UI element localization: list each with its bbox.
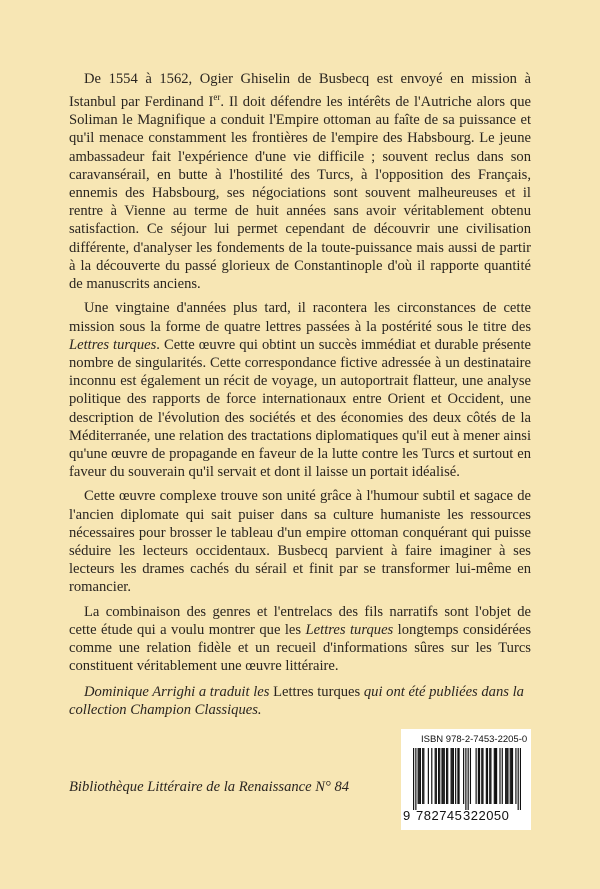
barcode-bar [482,748,483,804]
barcode-bar [422,748,423,804]
barcode-bar [512,748,513,804]
barcode-bar [479,748,480,804]
barcode-bar [502,748,503,804]
paragraph-2: Une vingtaine d'années plus tard, il racontera les circonstances de cette mission sous la forme de quatre lettres passées à la postérité sous le titre des Lettres turques. Cette œuvre qui obtint un succès immédiat et durable présente nombre de singularités. Cette correspondance fictive adressée à un destinataire inconnu est également un récit de voyage, un autoportrait flatteur, une analyse politique des rapports de force internationaux entre Orient et Occident, une description de l'évolution des sociétés et des économies des deux côtés de la Méditerranée, une relation des tractations diplomatiques qu'il eut à mener ainsi qu'une œuvre de propagande en faveur de la lutte contre les Turcs et surtout en faveur du souverain qu'il servait et dont il laisse un portait idéalisé. [69,300,531,481]
barcode-bar [518,748,519,810]
barcode-bar [458,748,459,804]
barcode-bar [470,748,471,804]
isbn-label: ISBN 978-2-7453-2205-0 [421,734,528,745]
barcode-bar [510,748,511,804]
book-title: Lettres turques [69,336,157,353]
barcode-bar [419,748,420,804]
barcode-bar [452,748,453,804]
paragraph-4: La combinaison des genres et l'entrelacs des fils narratifs sont l'objet de cette étude qui a voulu montrer que les Lettres turques longtemps considérées comme une relation fidèle et un recueil d'informations sûres sur les Turcs constituent véritablement une œuvre littéraire. [69,603,531,675]
translator-credit: Dominique Arrighi a traduit les Lettres turques qui ont été publiées dans la collection Champion Classiques. [69,684,524,719]
barcode-bar [431,748,432,804]
barcode-bar [453,748,454,804]
barcode-bar [447,748,448,804]
barcode-bar [499,748,500,804]
barcode-bar [455,748,456,804]
barcode-bar [487,748,488,804]
barcode-bar [481,748,482,804]
barcode-bar [468,748,469,810]
barcode-bars [413,748,521,810]
barcode-bar [486,748,487,804]
barcode-bar [495,748,496,804]
barcode-bar [496,748,497,804]
barcode-bar [506,748,507,804]
barcode-bar [436,748,437,804]
superscript-er: er [213,92,221,103]
barcode-bar [446,748,447,804]
barcode-bar [428,748,429,804]
back-cover-text [69,70,531,681]
barcode-bar [423,748,424,804]
barcode-bar [476,748,477,804]
barcode-bar [494,748,495,804]
barcode-bar [507,748,508,804]
barcode-bar [511,748,512,804]
series-title: Bibliothèque Littéraire de la Renaissance N° 84 [69,779,350,795]
barcode-bar [418,748,419,804]
barcode-bar [490,748,491,804]
barcode-bar [520,748,521,810]
barcode-bar [443,748,444,804]
paragraph-1: De 1554 à 1562, Ogier Ghiselin de Busbecq est envoyé en mission à Istanbul par Ferdinand Ier. Il doit défendre les intérêts de l'Autriche alors que Soliman le Magnifique a conduit l'Empire ottoman au faîte de sa puissance et qu'il menace constamment les frontières de l'empire des Habsbourg. Le jeune ambassadeur fait l'expérience d'une vie difficile ; souvent reclus dans son caravansérail, en butte à l'hostilité des Turcs, à l'opposition des Français, ennemis des Habsbourg, ses négociations sont souvent malheureuses et il rentre à Vienne au terme de huit années sans avoir véritablement obtenu satisfaction. Ce séjour lui permet cependant de découvrir une civilisation différente, d'analyser les fondements de la toute-puissance mais aussi de partir à la découverte du passé glorieux de Constantinople d'où il rapporte quantité de manuscrits anciens. [69,71,531,293]
barcode-bar [478,748,479,804]
barcode-bar [465,748,466,810]
barcode-bar [435,748,436,804]
barcode-bar [415,748,416,810]
barcode-bar [463,748,464,804]
barcode-bar [420,748,421,804]
isbn-barcode: ISBN 978-2-7453-2205-0 9 782745 322050 [401,729,531,830]
paragraph-3: Cette œuvre complexe trouve son unité grâce à l'humour subtil et sagace de l'ancien diplomate qui sait puiser dans sa culture humaniste les ressources nécessaires pour brosser le tableau d'un empire ottoman conquérant qui puisse séduire les lecteurs occidentaux. Busbecq parvient à faire imaginer à ses lecteurs les drames cachés du sérail et finit par se transformer lui-même en romancier. [69,488,531,596]
barcode-bar [515,748,516,804]
barcode-bar [505,748,506,804]
barcode-bar [457,748,458,804]
book-title: Lettres turques [305,621,394,638]
barcode-bar [441,748,442,804]
barcode-bar [451,748,452,804]
barcode-bar [438,748,439,804]
barcode-bar [489,748,490,804]
barcode-bar [444,748,445,804]
barcode-bar [439,748,440,804]
barcode-bar [413,748,414,810]
